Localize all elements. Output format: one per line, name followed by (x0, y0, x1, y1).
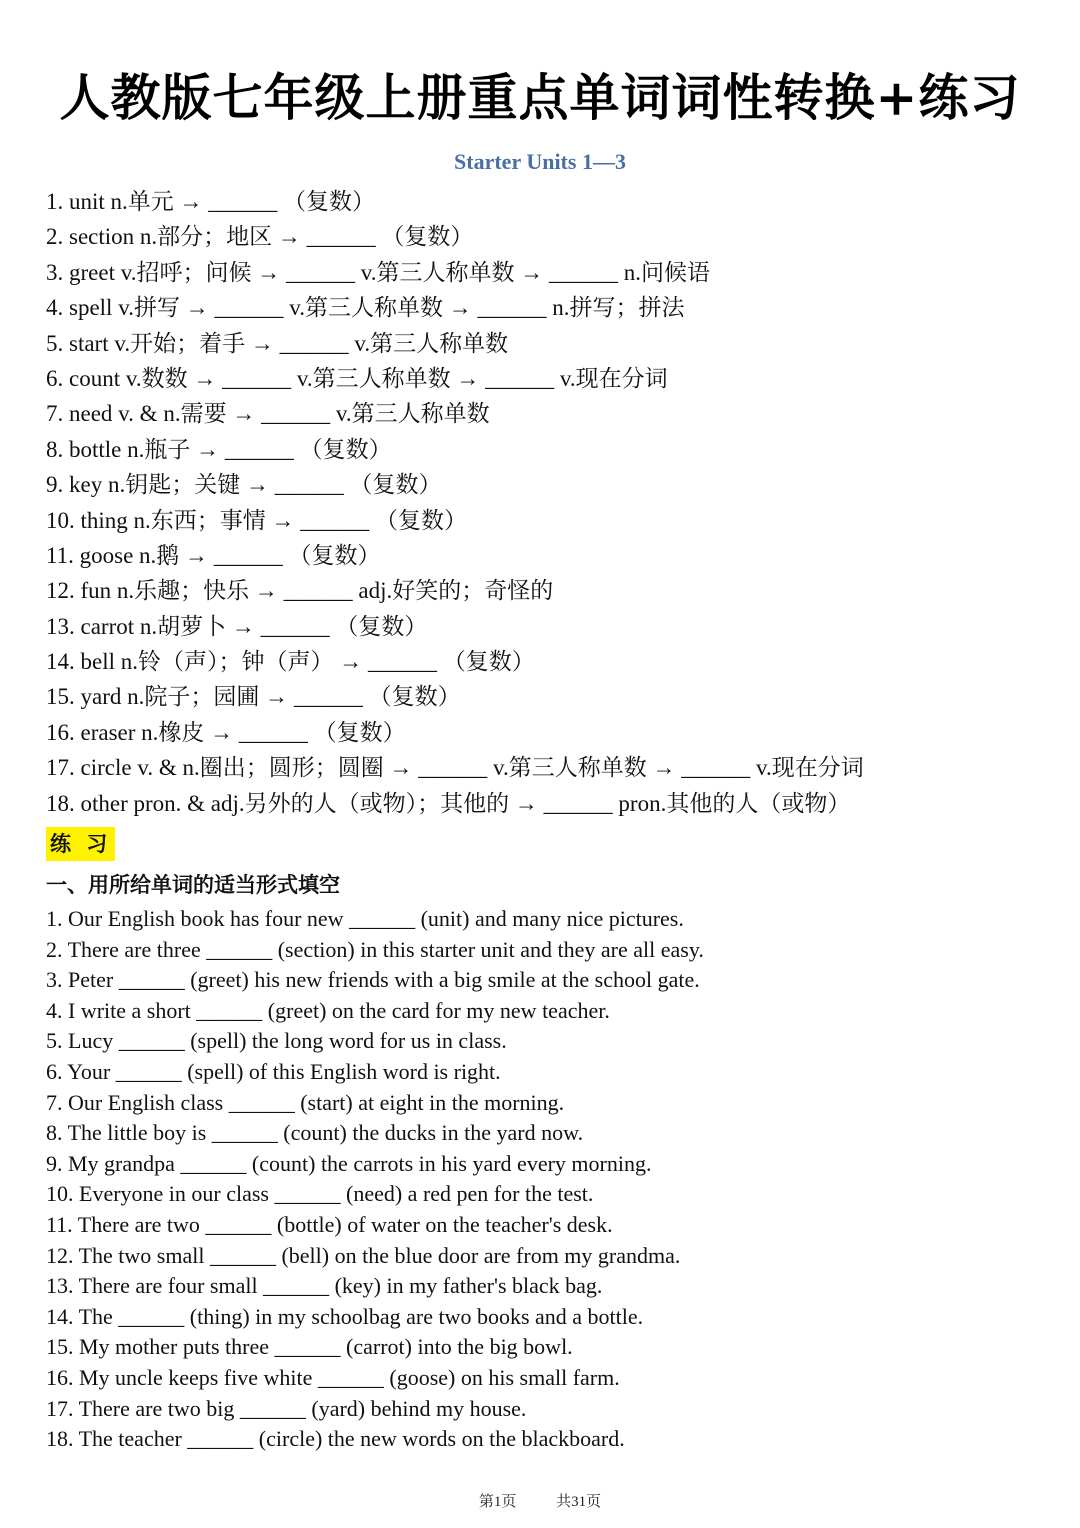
exercise-item: 13. There are four small ______ (key) in my father's black bag. (46, 1273, 603, 1299)
vocab-item: 5. start v.开始；着手 → ______ v.第三人称单数 (46, 330, 509, 356)
page-subtitle: Starter Units 1—3 (454, 149, 626, 174)
exercise-item: 1. Our English book has four new ______ (unit) and many nice pictures. (46, 906, 684, 931)
vocab-item: 1. unit n.单元 → ______ （复数） (46, 189, 376, 214)
practice-label: 练 习 (46, 827, 115, 861)
vocab-item: 7. need v. & n.需要 → ______ v.第三人称单数 (46, 401, 490, 427)
exercise-item: 14. The ______ (thing) in my schoolbag are two books and a bottle. (46, 1303, 644, 1329)
exercise-item: 12. The two small ______ (bell) on the blue door are from my grandma. (46, 1242, 681, 1268)
vocab-item: 18. other pron. & adj.另外的人（或物）；其他的 → ______ pron.其他的人（或物） (46, 790, 851, 816)
vocab-item: 15. yard n.院子；园圃 → ______ （复数） (46, 684, 461, 710)
vocab-item: 11. goose n.鹅 → ______ （复数） (46, 542, 381, 568)
vocab-list (46, 184, 1046, 821)
exercise-list (46, 904, 1046, 1455)
exercise-item: 8. The little boy is ______ (count) the ducks in the yard now. (46, 1120, 584, 1146)
exercise-item: 15. My mother puts three ______ (carrot) into the big bowl. (46, 1334, 573, 1360)
exercise-item: 4. I write a short ______ (greet) on the card for my new teacher. (46, 997, 610, 1023)
exercise-item: 10. Everyone in our class ______ (need) a red pen for the test. (46, 1181, 594, 1207)
vocab-item: 17. circle v. & n.圈出；圆形；圆圈 → ______ v.第三人称单数 → ______ v.现在分词 (46, 755, 864, 781)
vocab-item: 8. bottle n.瓶子 → ______ （复数） (46, 436, 392, 462)
vocab-item: 6. count v.数数 → ______ v.第三人称单数 → ______ v.现在分词 (46, 365, 668, 391)
exercise-item: 6. Your ______ (spell) of this English word is right. (46, 1058, 501, 1084)
vocab-item: 4. spell v.拼写 → ______ v.第三人称单数 → ______ n.拼写；拼法 (46, 295, 685, 321)
vocab-item: 9. key n.钥匙；关键 → ______ （复数） (46, 472, 442, 498)
exercise-item: 18. The teacher ______ (circle) the new words on the blackboard. (46, 1426, 625, 1452)
vocab-item: 10. thing n.东西；事情 → ______ （复数） (46, 507, 468, 533)
vocab-item: 2. section n.部分；地区 → ______ （复数） (46, 224, 474, 250)
exercise-item: 2. There are three ______ (section) in this starter unit and they are all easy. (46, 936, 704, 962)
section-heading: 一、用所给单词的适当形式填空 (46, 873, 340, 897)
exercise-item: 17. There are two big ______ (yard) behind my house. (46, 1395, 527, 1421)
exercise-item: 3. Peter ______ (greet) his new friends with a big smile at the school gate. (46, 967, 700, 993)
page-footer (0, 1490, 1080, 1514)
vocab-item: 14. bell n.铃（声）；钟（声） → ______ （复数） (46, 649, 535, 675)
exercise-item: 9. My grandpa ______ (count) the carrots in his yard every morning. (46, 1150, 652, 1176)
exercise-item: 5. Lucy ______ (spell) the long word for us in class. (46, 1028, 507, 1054)
vocab-item: 13. carrot n.胡萝卜 → ______ （复数） (46, 613, 428, 639)
exercise-item: 11. There are two ______ (bottle) of water on the teacher's desk. (46, 1211, 613, 1237)
page-total: 共31页 (556, 1494, 602, 1510)
page-title: 人教版七年级上册重点单词词性转换+练习 (59, 68, 1021, 127)
vocab-item: 12. fun n.乐趣；快乐 → ______ adj.好笑的；奇怪的 (46, 578, 554, 604)
vocab-item: 3. greet v.招呼；问候 → ______ v.第三人称单数 → ______ n.问候语 (46, 259, 710, 285)
exercise-item: 16. My uncle keeps five white ______ (goose) on his small farm. (46, 1364, 620, 1390)
vocab-item: 16. eraser n.橡皮 → ______ （复数） (46, 719, 406, 745)
page-number: 第1页 (478, 1494, 517, 1510)
exercise-item: 7. Our English class ______ (start) at eight in the morning. (46, 1089, 565, 1115)
